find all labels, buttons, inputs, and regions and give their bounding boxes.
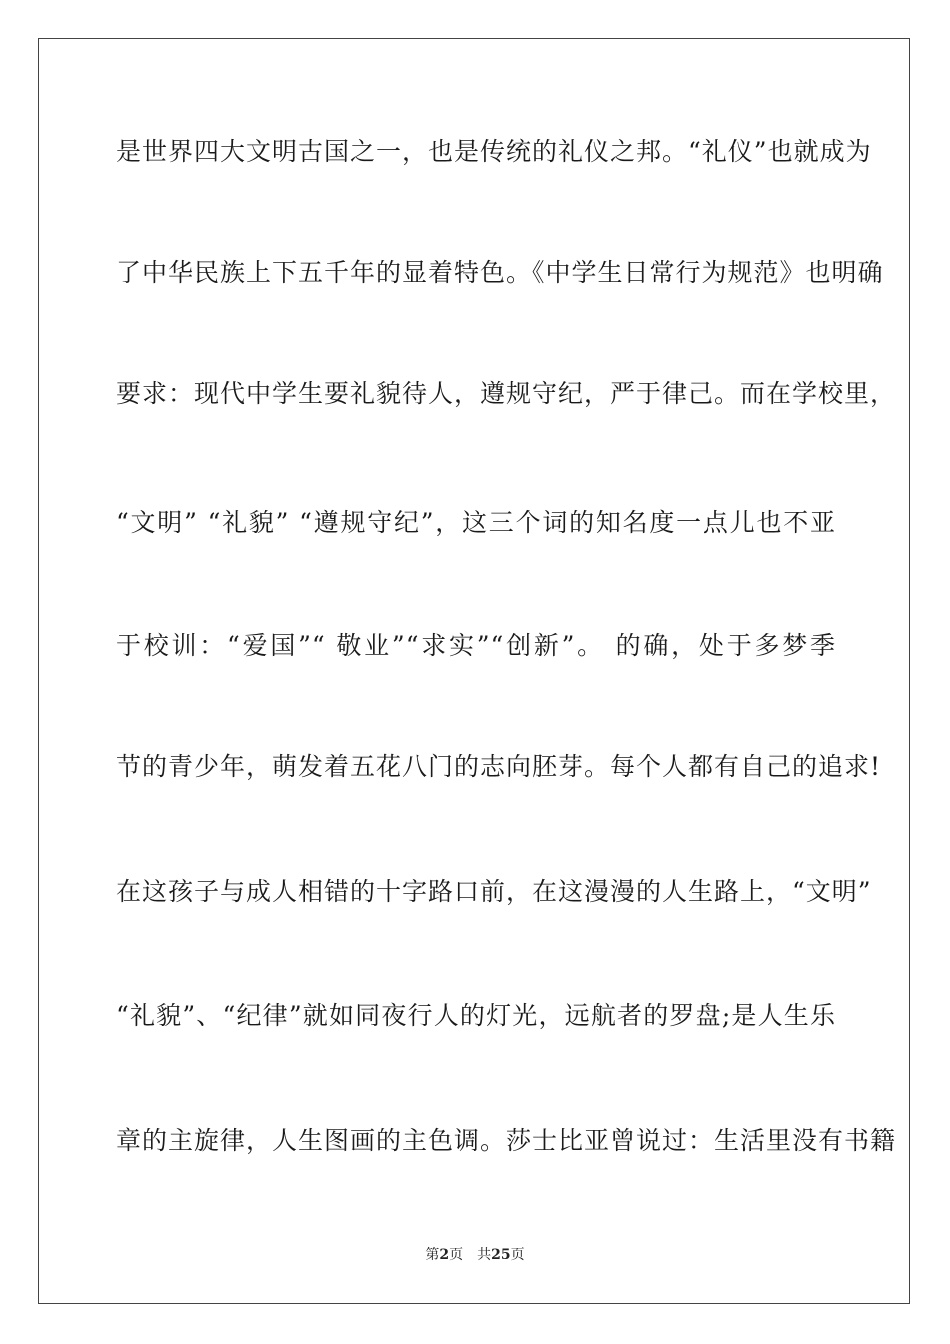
text-line-7: 在这孩子与成人相错的十字路口前，在这漫漫的人生路上，“文明” xyxy=(116,877,872,906)
page-prefix: 第 xyxy=(425,1247,440,1263)
total-suffix: 页 xyxy=(510,1247,525,1263)
text-line-5: 于校训：“爱国”“ 敬业”“求实”“创新”。 的确，处于多梦季 xyxy=(116,631,836,660)
total-pages: 25 xyxy=(491,1247,511,1263)
page-number: 2 xyxy=(439,1247,450,1263)
text-line-4: “文明” “礼貌” “遵规守纪”，这三个词的知名度一点儿也不亚 xyxy=(116,508,836,537)
text-line-1: 是世界四大文明古国之一，也是传统的礼仪之邦。“礼仪”也就成为 xyxy=(116,137,872,166)
page-border xyxy=(38,38,910,1304)
total-prefix: 共 xyxy=(477,1247,492,1263)
text-line-3: 要求：现代中学生要礼貌待人，遵规守纪，严于律己。而在学校里， xyxy=(116,379,897,408)
text-line-8: “礼貌”、“纪律”就如同夜行人的灯光，远航者的罗盘;是人生乐 xyxy=(116,1001,836,1030)
page-footer xyxy=(0,1246,950,1264)
text-line-6: 节的青少年，萌发着五花八门的志向胚芽。每个人都有自己的追求! xyxy=(116,752,882,781)
text-line-9: 章的主旋律，人生图画的主色调。莎士比亚曾说过：生活里没有书籍 xyxy=(116,1126,897,1155)
text-line-2: 了中华民族上下五千年的显着特色。《中学生日常行为规范》也明确 xyxy=(116,258,884,287)
page-suffix: 页 xyxy=(449,1247,464,1263)
